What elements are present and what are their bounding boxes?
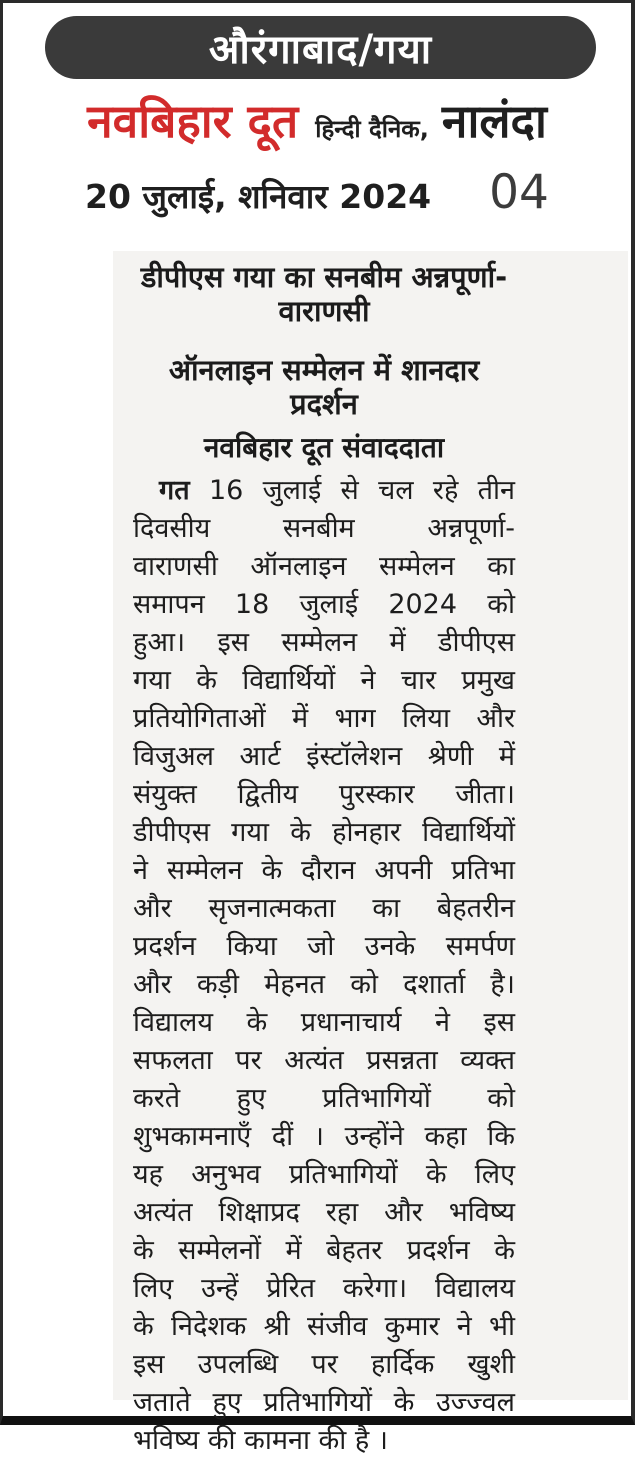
date-text: 20 जुलाई, शनिवार 2024 <box>85 177 432 216</box>
article-line: विजुअल आर्ट इंस्टॉलेशन श्रेणी में <box>133 741 515 772</box>
article-line: ने सम्मेलन के दौरान अपनी प्रतिभा <box>133 855 515 886</box>
article-line: प्रतियोगिताओं में भाग लिया और <box>133 703 515 734</box>
article-line: समापन 18 जुलाई 2024 को <box>133 589 515 620</box>
article-line: डीपीएस गया के होनहार विद्यार्थियों <box>133 817 515 848</box>
article-line: प्रदर्शन किया जो उनके समर्पण <box>133 931 515 962</box>
article-line: दिवसीय सनबीम अन्नपूर्णा- <box>133 513 515 544</box>
masthead <box>3 89 631 151</box>
article-line: के सम्मेलनों में बेहतर प्रदर्शन के <box>133 1235 515 1266</box>
lead-word: गत <box>159 475 190 506</box>
article-line: जताते हुए प्रतिभागियों के उज्ज्वल <box>133 1387 515 1418</box>
article-byline: नवबिहार दूत संवाददाता <box>203 431 445 464</box>
article-line: और कड़ी मेहनत को दशार्ता है। <box>133 969 515 1000</box>
article-line: विद्यालय के प्रधानाचार्य ने इस <box>133 1007 515 1038</box>
article-line: इस उपलब्धि पर हार्दिक खुशी <box>133 1349 515 1380</box>
masthead-edition: नालंदा <box>441 94 547 148</box>
masthead-subtitle: हिन्दी दैनिक, <box>315 115 429 143</box>
article-line: शुभकामनाएँ दीं । उन्होंने कहा कि <box>133 1121 515 1152</box>
article-body <box>133 472 515 1460</box>
article-line: यह अनुभव प्रतिभागियों के लिए <box>133 1159 515 1190</box>
article-line: के निदेशक श्री संजीव कुमार ने भी <box>133 1311 515 1342</box>
region-banner-label: औरंगाबाद/गया <box>208 27 433 73</box>
article-line: अत्यंत शिक्षाप्रद रहा और भविष्य <box>133 1197 515 1228</box>
region-banner <box>45 16 596 79</box>
article-line <box>133 472 515 510</box>
article-line: गया के विद्यार्थियों ने चार प्रमुख <box>133 665 515 696</box>
masthead-title: नवबिहार दूत <box>87 94 299 148</box>
article-line: लिए उन्हें प्रेरित करेगा। विद्यालय <box>133 1273 515 1304</box>
article-line: संयुक्त द्वितीय पुरस्कार जीता। <box>133 779 515 810</box>
article-line: करते हुए प्रतिभागियों को <box>133 1083 515 1114</box>
article-line: वाराणसी ऑनलाइन सम्मेलन का <box>133 551 515 582</box>
article-headline-line-2: ऑनलाइन सम्मेलन में शानदार प्रदर्शन <box>168 353 480 421</box>
article-line: सफलता पर अत्यंत प्रसन्नता व्यक्त <box>133 1045 515 1076</box>
article-column <box>133 251 515 1460</box>
article-line: हुआ। इस सम्मेलन में डीपीएस <box>133 627 515 658</box>
article-line: और सृजनात्मकता का बेहतरीन <box>133 893 515 924</box>
dateline <box>3 165 631 220</box>
article-line: भविष्य की कामना की है । <box>133 1425 389 1456</box>
page-number: 04 <box>489 165 549 220</box>
article-region <box>113 251 628 1456</box>
article-headline-line-1: डीपीएस गया का सनबीम अन्नपूर्णा-वाराणसी <box>140 260 508 328</box>
article-line-text: 16 जुलाई से चल रहे तीन <box>208 475 515 506</box>
